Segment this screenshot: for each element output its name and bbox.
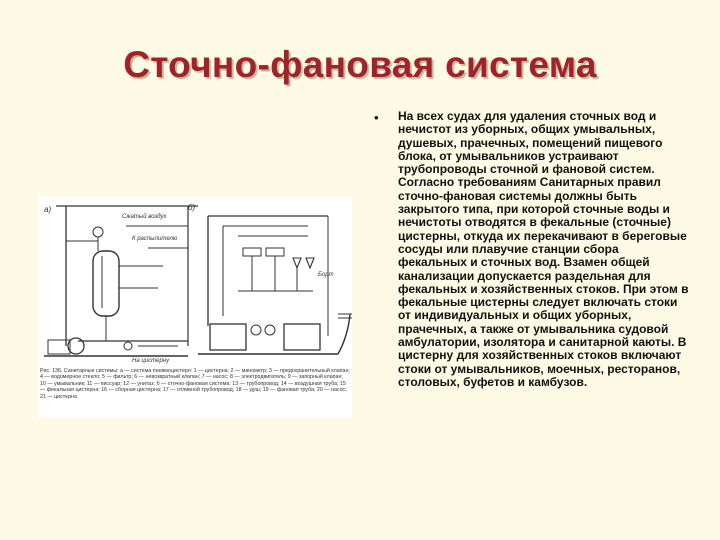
sewage-fan-system	[198, 216, 352, 354]
washbasin-icon	[243, 248, 261, 256]
pneumo-tank-system	[44, 206, 198, 364]
body-text: На всех судах для удаления сточных вод и нечистот из уборных, общих умывальных, душевых, прачечных, помещений пищевого блока, от умывальников устраивают трубопроводы сточной и фановой систем. Согласно требованиям Санитарных правил сточно-фановая системы должны быть закрытого типа, при которой сточные воды и нечистоты отводятся в фекальные (сточные) цистерны, откуда их перекачивают в береговые сосуды или плавучие станции сбора фекальных и сточных вод. Взамен общей канализации допускается раздельная для фекальных и хозяйственных стоков. При этом в фекальные цистерны следует включать стоки от индивидуальных и общих уборных, прачечных, а также от умывальника судовой амбулатории, изолятора и санитарной каюты. В цистерну для хозяйственных стоков включают стоки от умывальников, моечных, ресторанов, столовых, буфетов и камбузов.	[398, 109, 689, 389]
label-to-atomizer: К распылителю	[132, 236, 178, 242]
label-b: б)	[188, 203, 196, 212]
collection-tank	[284, 324, 320, 350]
bullet-icon: •	[374, 110, 379, 125]
label-a: а)	[44, 205, 52, 214]
page-title: Сточно-фановая система	[123, 44, 597, 85]
pressure-tank	[93, 251, 119, 316]
label-board: Борт	[318, 272, 334, 278]
fecal-tank	[210, 324, 246, 350]
label-compressed-air: Сжатый воздух	[122, 214, 167, 220]
label-to-tank: На цистерну	[132, 358, 170, 364]
figure-caption: Рис. 136. Санитарные системы: а — система пневмоцистерн: 1 — цистерна; 2 — манометр; 3 — предохранительный клапан; 4 — водомерное стекло; 5 — фильтр; 6 — невозвратный клапан; 7 — насос; 8 — электродвигатель; 9 — запорный клапан; 10 — умывальник; 11 — писсуар; 12 — унитаз; б — сточно-фановая система: 13 — трубопровод; 14 — воздушная труба; 15 — фекальная цистерна; 16 — сборная цистерна; 17 — отливной трубопровод; 18 — душ; 19 — фановая труба; 20 — насос; 21 — цистерна	[40, 368, 350, 400]
